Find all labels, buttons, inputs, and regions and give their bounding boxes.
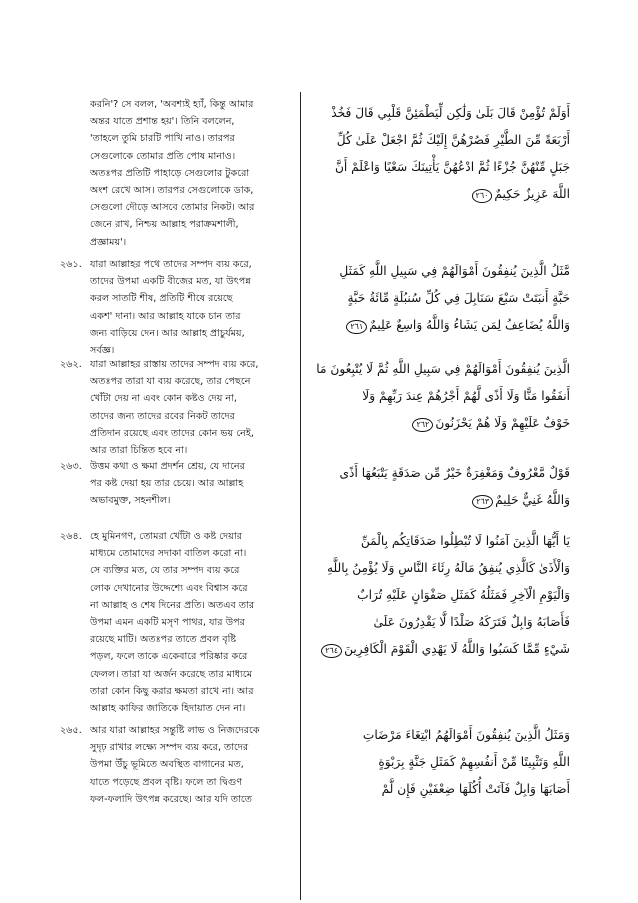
bengali-block-262 <box>60 356 290 459</box>
arabic-verse-line <box>312 528 570 555</box>
translation-line: অতঃপর প্রতিটি পাহাড়ে সেগুলোর টুকরো <box>90 167 250 179</box>
arabic-text: مَّثَلُ الَّذِينَ يُنفِقُونَ أَمْوَالَهُمْ فِي سَبِيلِ اللَّهِ كَمَثَلِ <box>339 264 570 278</box>
translation-line: ফেলল। তারা যা অর্জন করেছে তার মাধ্যমে <box>90 668 253 680</box>
arabic-block-262 <box>312 356 570 437</box>
arabic-verse-line <box>312 776 570 803</box>
translation-line: হে মুমিনগণ, তোমরা খোঁটা ও কষ্ট দেয়ার <box>90 531 242 542</box>
translation-line: আর তারা চিন্তিত হবে না। <box>90 445 188 457</box>
arabic-text: قَوْلٌ مَّعْرُوفٌ وَمَغْفِرَةٌ خَيْرٌ مِّن صَدَقَةٍ يَتْبَعُهَا أَذًى <box>339 466 570 480</box>
arabic-text: أَرْبَعَةً مِّنَ الطَّيْرِ فَصُرْهُنَّ إِلَيْكَ ثُمَّ اجْعَلْ عَلَىٰ كُلِّ <box>336 133 570 147</box>
translation-line: তাদের জন্য তাদের রবের নিকট তাদের <box>90 410 235 422</box>
translation-line: করল সাতটি শীষ, প্রতিটি শীষে রয়েছে <box>90 293 233 305</box>
translation-line: সর্বজ্ঞ। <box>90 345 115 357</box>
translation-line: তাদের উপমা একটি বীজের মত, যা উৎপন্ন <box>90 276 251 288</box>
translation-line: উত্তম কথা ও ক্ষমা প্রদর্শন শ্রেয়, যে দানের <box>90 461 245 472</box>
translation-line: সেগুলোকে তোমার প্রতি পোষ মানাও। <box>90 150 236 162</box>
translation-line: পর কষ্ট দেয়া হয় তার চেয়ে। আর আল্লাহ <box>90 478 244 490</box>
translation-line: না আল্লাহ ও শেষ দিনের প্রতি। অতএব তার <box>90 599 255 611</box>
arabic-text: جَبَلٍ مِّنْهُنَّ جُزْءًا ثُمَّ ادْعُهُنَّ يَأْتِينَكَ سَعْيًا وَاعْلَمْ أَنَّ <box>334 160 570 174</box>
arabic-verse-line <box>312 555 570 582</box>
arabic-verse-line <box>312 636 570 663</box>
arabic-block-264 <box>312 528 570 663</box>
ayah-number-marker: ٢٦٠ <box>472 189 493 203</box>
verse-number: ২৬৫. <box>60 725 82 736</box>
translation-line: খোঁটা দেয় না এবং কোন কষ্টও দেয় না, <box>90 393 237 405</box>
translation-line: যারা আল্লাহর রাস্তায় তাদের সম্পদ ব্যয় করে, <box>90 359 259 370</box>
verse-number: ২৬৪. <box>60 531 82 542</box>
translation-line: সেগুলো দৌড়ে আসবে তোমার নিকট। আর <box>90 202 255 214</box>
arabic-text: اللَّهَ عَزِيزٌ حَكِيمٌ <box>494 187 570 201</box>
verse-number: ২৬২. <box>60 359 82 370</box>
translation-line: অতঃপর তারা যা ব্যয় করেছে, তার পেছনে <box>90 376 251 388</box>
translation-line: যারা আল্লাহর পথে তাদের সম্পদ ব্যয় করে, <box>90 259 252 270</box>
translation-line: জেনে রাখ, নিশ্চয় আল্লাহ পরাক্রমশালী, <box>90 219 239 231</box>
arabic-verse-line <box>312 181 570 208</box>
arabic-verse-line <box>312 154 570 181</box>
arabic-verse-line <box>312 410 570 437</box>
ayah-number-marker: ٢٦١ <box>346 320 367 334</box>
arabic-verse-line <box>312 127 570 154</box>
arabic-text: أَوَلَمْ تُؤْمِنْ قَالَ بَلَىٰ وَلَٰكِن لِّيَطْمَئِنَّ قَلْبِي قَالَ فَخُذْ <box>331 106 570 120</box>
arabic-verse-line <box>312 722 570 749</box>
translation-line: আর যারা আল্লাহর সন্তুষ্টি লাভ ও নিজদেরকে <box>90 725 260 736</box>
translation-line: যাতে পড়েছে প্রবল বৃষ্টি। ফলে তা দ্বিগুণ <box>90 776 243 788</box>
arabic-text: شَيْءٍ مِّمَّا كَسَبُوا وَاللَّهُ لَا يَهْدِي الْقَوْمَ الْكَافِرِينَ <box>344 642 570 656</box>
translation-line: উপমা উঁচু ভূমিতে অবস্থিত বাগানের মত, <box>90 759 244 771</box>
translation-line: সুদৃঢ় রাখার লক্ষ্যে সম্পদ ব্যয় করে, তাদের <box>90 742 249 754</box>
arabic-block-260 <box>312 100 570 208</box>
translation-line: লোক দেখানোর উদ্দেশ্যে এবং বিশ্বাস করে <box>90 582 248 594</box>
arabic-block-265 <box>312 722 570 803</box>
translation-line: রয়েছে মাটি। অতঃপর তাতে প্রবল বৃষ্টি <box>90 634 237 646</box>
bengali-block-263 <box>60 458 290 510</box>
arabic-verse-line <box>312 258 570 285</box>
arabic-verse-line <box>312 460 570 487</box>
translation-line: আল্লাহ কাফির জাতিকে হিদায়াত দেন না। <box>90 703 246 715</box>
bengali-block-continuation <box>60 96 290 251</box>
arabic-text: أَصَابَهَا وَابِلٌ فَآتَتْ أُكُلَهَا ضِعْفَيْنِ فَإِن لَّمْ <box>381 782 570 796</box>
arabic-verse-line <box>312 100 570 127</box>
translation-line: উপমা এমন একটি মসৃণ পাথর, যার উপর <box>90 617 245 629</box>
arabic-block-263 <box>312 460 570 514</box>
ayah-number-marker: ٢٦٣ <box>472 495 493 509</box>
arabic-verse-line <box>312 356 570 383</box>
arabic-text: حَبَّةٍ أَنبَتَتْ سَبْعَ سَنَابِلَ فِي كُلِّ سُنبُلَةٍ مِّائَةُ حَبَّةٍ <box>347 291 570 305</box>
translation-line: তারা কোন কিছু করার ক্ষমতা রাখে না। আর <box>90 685 254 697</box>
translation-line: প্রজ্ঞাময়'। <box>90 236 127 248</box>
arabic-text: وَاللَّهُ يُضَاعِفُ لِمَن يَشَاءُ وَاللَّهُ وَاسِعٌ عَلِيمٌ <box>369 318 570 332</box>
arabic-text: وَالْيَوْمِ الْآخِرِ فَمَثَلُهُ كَمَثَلِ صَفْوَانٍ عَلَيْهِ تُرَابٌ <box>357 588 570 602</box>
arabic-text: وَالْأَذَىٰ كَالَّذِي يُنفِقُ مَالَهُ رِئَاءَ النَّاسِ وَلَا يُؤْمِنُ بِاللَّهِ <box>326 561 570 575</box>
arabic-text: أَنفَقُوا مَنًّا وَلَا أَذًى لَّهُمْ أَجْرُهُمْ عِندَ رَبِّهِمْ وَلَا <box>362 389 570 403</box>
arabic-text: فَأَصَابَهُ وَابِلٌ فَتَرَكَهُ صَلْدًا لَّا يَقْدِرُونَ عَلَىٰ <box>373 615 570 629</box>
arabic-text: الَّذِينَ يُنفِقُونَ أَمْوَالَهُمْ فِي سَبِيلِ اللَّهِ ثُمَّ لَا يُتْبِعُونَ مَا <box>316 362 570 376</box>
translation-line: 'তাহলে তুমি চারটি পাখি নাও। তারপর <box>90 133 235 145</box>
translation-line: একশ' দানা। আর আল্লাহ যাকে চান তার <box>90 310 241 322</box>
bengali-block-264 <box>60 528 290 717</box>
arabic-verse-line <box>312 383 570 410</box>
arabic-verse-line <box>312 582 570 609</box>
translation-line: প্রতিদান রয়েছে এবং তাদের কোন ভয় নেই, <box>90 427 254 439</box>
arabic-verse-line <box>312 749 570 776</box>
bengali-block-261 <box>60 256 290 359</box>
translation-line: মাধ্যমে তোমাদের সদাকা বাতিল করো না। <box>90 548 247 560</box>
translation-line: অন্তর যাতে প্রশান্ত হয়'। তিনি বললেন, <box>90 116 235 128</box>
translation-line: করনি'? সে বলল, 'অবশ্যই হ্যাঁ, কিন্তু আমার <box>90 99 254 110</box>
translation-line: জন্য বাড়িয়ে দেন। আর আল্লাহ প্রাচুর্যময়, <box>90 327 245 339</box>
arabic-verse-line <box>312 312 570 339</box>
translation-line: পড়ল, ফলে তাকে একেবারে পরিষ্কার করে <box>90 651 248 663</box>
verse-number: ২৬১. <box>60 259 82 270</box>
translation-line: ফল-ফলাদি উৎপন্ন করেছে। আর যদি তাতে <box>90 793 252 805</box>
arabic-text: خَوْفٌ عَلَيْهِمْ وَلَا هُمْ يَحْزَنُونَ <box>435 416 570 430</box>
arabic-text: وَمَثَلُ الَّذِينَ يُنفِقُونَ أَمْوَالَهُمُ ابْتِغَاءَ مَرْضَاتِ <box>362 728 570 742</box>
arabic-text: اللَّهِ وَتَثْبِيتًا مِّنْ أَنفُسِهِمْ كَمَثَلِ جَنَّةٍ بِرَبْوَةٍ <box>378 755 570 769</box>
arabic-verse-line <box>312 285 570 312</box>
arabic-block-261 <box>312 258 570 339</box>
column-divider <box>300 92 301 900</box>
translation-line: অভাবমুক্ত, সহনশীল। <box>90 495 171 507</box>
ayah-number-marker: ٢٦٤ <box>321 644 342 658</box>
arabic-verse-line <box>312 609 570 636</box>
arabic-text: وَاللَّهُ غَنِيٌّ حَلِيمٌ <box>495 493 570 507</box>
ayah-number-marker: ٢٦٢ <box>412 418 433 432</box>
bengali-block-265 <box>60 722 290 808</box>
verse-number: ২৬৩. <box>60 461 82 472</box>
arabic-verse-line <box>312 487 570 514</box>
translation-line: অংশ রেখে আস। তারপর সেগুলোকে ডাক, <box>90 185 254 197</box>
arabic-text: يَا أَيُّهَا الَّذِينَ آمَنُوا لَا تُبْطِلُوا صَدَقَاتِكُم بِالْمَنِّ <box>360 534 570 548</box>
translation-line: সে ব্যক্তির মত, যে তার সম্পদ ব্যয় করে <box>90 565 240 577</box>
